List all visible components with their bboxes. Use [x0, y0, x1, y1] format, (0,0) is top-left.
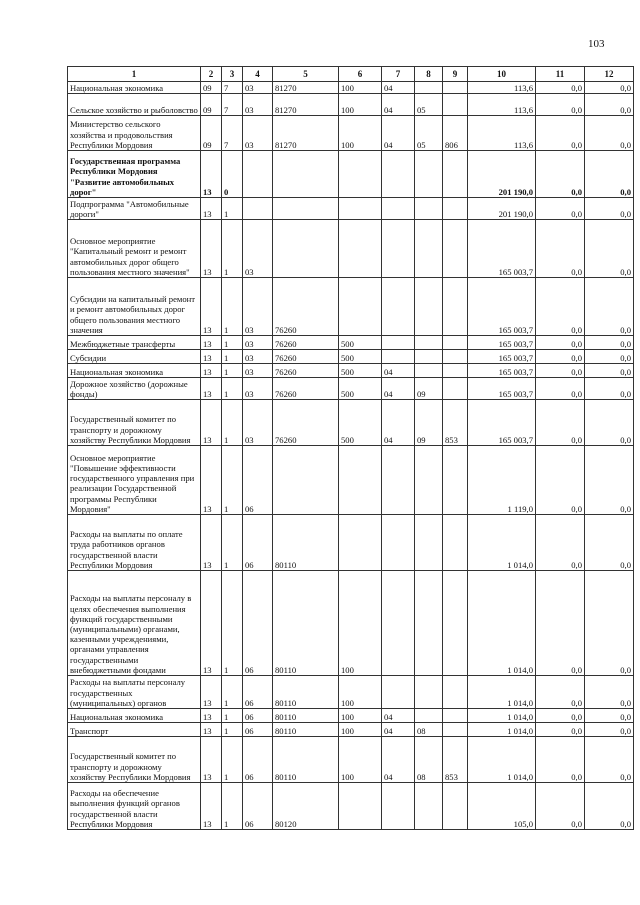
row-name-cell: Национальная экономика	[68, 82, 201, 94]
table-cell: 06	[243, 709, 273, 723]
table-cell: 1	[222, 571, 243, 676]
table-cell: 1	[222, 676, 243, 709]
table-row	[68, 82, 634, 94]
table-cell	[415, 571, 443, 676]
table-cell: 100	[339, 737, 382, 783]
table-cell	[382, 350, 415, 364]
table-cell: 100	[339, 709, 382, 723]
table-cell	[443, 676, 468, 709]
table-cell: 13	[201, 336, 222, 350]
header-cell: 3	[222, 67, 243, 82]
table-cell: 80110	[273, 515, 339, 571]
table-cell: 05	[415, 94, 443, 116]
row-name-cell: Основное мероприятие "Капитальный ремонт и ремонт автомобильных дорог общего пользования местного значения"	[68, 220, 201, 278]
table-cell: 0,0	[536, 336, 585, 350]
table-cell: 04	[382, 709, 415, 723]
table-cell: 500	[339, 378, 382, 400]
row-name-cell: Национальная экономика	[68, 364, 201, 378]
table-cell: 06	[243, 515, 273, 571]
table-cell: 1 014,0	[468, 737, 536, 783]
table-cell: 04	[382, 116, 415, 151]
table-cell	[273, 198, 339, 220]
table-cell: 0,0	[585, 198, 634, 220]
header-cell: 7	[382, 67, 415, 82]
table-cell: 165 003,7	[468, 364, 536, 378]
table-cell	[415, 676, 443, 709]
table-cell: 81270	[273, 116, 339, 151]
table-cell	[443, 378, 468, 400]
table-row	[68, 783, 634, 830]
row-name-cell: Министерство сельского хозяйства и продовольствия Республики Мордовия	[68, 116, 201, 151]
table-cell: 100	[339, 676, 382, 709]
table-cell: 13	[201, 571, 222, 676]
table-cell: 0,0	[585, 220, 634, 278]
table-cell: 500	[339, 350, 382, 364]
table-cell: 13	[201, 400, 222, 446]
table-cell: 7	[222, 82, 243, 94]
table-cell: 13	[201, 198, 222, 220]
table-cell	[273, 220, 339, 278]
table-cell: 500	[339, 336, 382, 350]
table-cell: 0	[222, 151, 243, 198]
table-cell: 1	[222, 278, 243, 336]
table-cell: 04	[382, 723, 415, 737]
table-cell: 06	[243, 446, 273, 515]
table-cell: 201 190,0	[468, 198, 536, 220]
table-cell: 500	[339, 400, 382, 446]
table-cell: 100	[339, 116, 382, 151]
table-cell: 0,0	[536, 350, 585, 364]
table-cell: 1	[222, 198, 243, 220]
table-cell: 105,0	[468, 783, 536, 830]
table-cell	[382, 220, 415, 278]
row-name-cell: Основное мероприятие "Повышение эффективности государственного управления при реализации Государственной программы Республики Мордовия"	[68, 446, 201, 515]
table-row	[68, 94, 634, 116]
header-cell: 1	[68, 67, 201, 82]
table-cell	[443, 198, 468, 220]
table-cell: 1	[222, 723, 243, 737]
table-cell: 0,0	[585, 783, 634, 830]
table-cell: 0,0	[536, 515, 585, 571]
row-name-cell: Подпрограмма "Автомобильные дороги"	[68, 198, 201, 220]
table-cell: 0,0	[585, 723, 634, 737]
table-cell	[443, 783, 468, 830]
table-cell: 1	[222, 364, 243, 378]
table-cell: 113,6	[468, 116, 536, 151]
table-cell: 1 119,0	[468, 446, 536, 515]
table-cell: 165 003,7	[468, 378, 536, 400]
table-cell: 13	[201, 783, 222, 830]
table-cell: 1	[222, 350, 243, 364]
table-cell: 03	[243, 116, 273, 151]
header-cell: 10	[468, 67, 536, 82]
table-cell	[443, 151, 468, 198]
table-row	[68, 278, 634, 336]
table-cell	[382, 515, 415, 571]
header-row	[68, 67, 634, 82]
table-row	[68, 709, 634, 723]
table-cell	[382, 278, 415, 336]
table-cell: 1 014,0	[468, 709, 536, 723]
table-cell: 0,0	[585, 350, 634, 364]
table-cell: 13	[201, 446, 222, 515]
table-cell: 06	[243, 571, 273, 676]
table-cell	[443, 220, 468, 278]
table-cell: 165 003,7	[468, 220, 536, 278]
table-cell	[243, 198, 273, 220]
table-cell: 201 190,0	[468, 151, 536, 198]
row-name-cell: Дорожное хозяйство (дорожные фонды)	[68, 378, 201, 400]
table-cell	[339, 151, 382, 198]
table-cell	[339, 446, 382, 515]
table-cell: 03	[243, 364, 273, 378]
table-cell: 0,0	[536, 723, 585, 737]
row-name-cell: Субсидии на капитальный ремонт и ремонт автомобильных дорог общего пользования местного значения	[68, 278, 201, 336]
table-cell	[339, 515, 382, 571]
table-cell: 1 014,0	[468, 676, 536, 709]
table-cell: 7	[222, 116, 243, 151]
table-cell: 0,0	[536, 278, 585, 336]
table-cell: 0,0	[536, 116, 585, 151]
table-cell	[415, 198, 443, 220]
table-cell: 0,0	[585, 515, 634, 571]
table-cell: 04	[382, 364, 415, 378]
table-cell: 1	[222, 446, 243, 515]
table-cell: 03	[243, 336, 273, 350]
table-row	[68, 220, 634, 278]
table-cell	[339, 198, 382, 220]
header-cell: 11	[536, 67, 585, 82]
table-cell: 113,6	[468, 94, 536, 116]
table-cell: 0,0	[536, 737, 585, 783]
table-cell: 1 014,0	[468, 571, 536, 676]
table-cell: 7	[222, 94, 243, 116]
table-row	[68, 446, 634, 515]
table-cell: 81270	[273, 94, 339, 116]
table-row	[68, 116, 634, 151]
table-cell: 06	[243, 737, 273, 783]
table-cell: 853	[443, 400, 468, 446]
budget-table	[67, 66, 634, 830]
table-cell: 08	[415, 723, 443, 737]
table-row	[68, 737, 634, 783]
table-row	[68, 151, 634, 198]
table-cell: 1	[222, 400, 243, 446]
header-cell: 12	[585, 67, 634, 82]
table-cell	[443, 364, 468, 378]
table-cell: 0,0	[585, 400, 634, 446]
table-cell: 0,0	[536, 571, 585, 676]
table-cell: 05	[415, 116, 443, 151]
table-cell: 13	[201, 723, 222, 737]
table-row	[68, 350, 634, 364]
table-cell: 81270	[273, 82, 339, 94]
table-cell: 0,0	[585, 676, 634, 709]
table-cell: 76260	[273, 336, 339, 350]
table-cell: 03	[243, 94, 273, 116]
table-cell: 100	[339, 82, 382, 94]
table-cell: 0,0	[585, 94, 634, 116]
table-cell: 0,0	[585, 571, 634, 676]
table-cell: 0,0	[585, 446, 634, 515]
table-cell: 0,0	[585, 278, 634, 336]
table-cell: 0,0	[536, 364, 585, 378]
table-cell: 03	[243, 350, 273, 364]
row-name-cell: Государственная программа Республики Мордовия "Развитие автомобильных дорог"	[68, 151, 201, 198]
table-cell: 13	[201, 364, 222, 378]
table-cell: 0,0	[585, 709, 634, 723]
table-cell: 03	[243, 400, 273, 446]
table-cell: 13	[201, 220, 222, 278]
header-cell: 2	[201, 67, 222, 82]
table-cell: 0,0	[585, 378, 634, 400]
row-name-cell: Расходы на выплаты персоналу в целях обеспечения выполнения функций государственными (муниципальными) органами, казенными учреждениями, органами управления государственными внебюджетными фондами	[68, 571, 201, 676]
table-row	[68, 676, 634, 709]
table-cell: 03	[243, 220, 273, 278]
table-cell: 04	[382, 94, 415, 116]
row-name-cell: Транспорт	[68, 723, 201, 737]
table-cell: 1	[222, 220, 243, 278]
table-cell	[339, 220, 382, 278]
table-cell	[443, 82, 468, 94]
table-cell: 04	[382, 737, 415, 783]
table-cell	[415, 364, 443, 378]
table-cell: 0,0	[585, 82, 634, 94]
table-cell: 04	[382, 400, 415, 446]
table-cell: 76260	[273, 278, 339, 336]
table-cell: 0,0	[536, 198, 585, 220]
table-cell	[382, 446, 415, 515]
table-cell	[415, 336, 443, 350]
table-row	[68, 198, 634, 220]
table-cell: 06	[243, 723, 273, 737]
table-cell: 13	[201, 151, 222, 198]
table-cell	[415, 350, 443, 364]
table-cell: 1 014,0	[468, 515, 536, 571]
table-cell: 1	[222, 709, 243, 723]
table-cell: 500	[339, 364, 382, 378]
table-row	[68, 364, 634, 378]
table-cell: 09	[201, 82, 222, 94]
table-cell: 76260	[273, 364, 339, 378]
table-cell	[443, 709, 468, 723]
table-cell: 165 003,7	[468, 350, 536, 364]
header-cell: 8	[415, 67, 443, 82]
table-cell	[443, 336, 468, 350]
table-cell	[415, 515, 443, 571]
table-cell	[415, 278, 443, 336]
table-cell: 853	[443, 737, 468, 783]
table-cell	[415, 783, 443, 830]
table-cell: 76260	[273, 400, 339, 446]
row-name-cell: Сельское хозяйство и рыболовство	[68, 94, 201, 116]
table-cell: 80110	[273, 571, 339, 676]
table-cell	[443, 446, 468, 515]
table-cell	[415, 220, 443, 278]
table-cell	[273, 151, 339, 198]
table-row	[68, 378, 634, 400]
table-cell	[382, 783, 415, 830]
table-cell: 80110	[273, 709, 339, 723]
table-cell	[243, 151, 273, 198]
table-cell	[415, 82, 443, 94]
table-cell	[339, 278, 382, 336]
table-cell: 0,0	[536, 82, 585, 94]
table-cell: 0,0	[536, 783, 585, 830]
table-cell: 04	[382, 82, 415, 94]
table-cell: 80110	[273, 723, 339, 737]
table-cell: 13	[201, 278, 222, 336]
table-cell: 08	[415, 737, 443, 783]
table-cell: 0,0	[536, 94, 585, 116]
table-cell: 13	[201, 515, 222, 571]
table-cell: 0,0	[536, 220, 585, 278]
header-cell: 5	[273, 67, 339, 82]
table-cell: 09	[201, 94, 222, 116]
table-cell: 0,0	[536, 400, 585, 446]
table-cell: 1	[222, 336, 243, 350]
table-cell: 09	[415, 400, 443, 446]
table-cell: 113,6	[468, 82, 536, 94]
header-cell: 6	[339, 67, 382, 82]
table-cell: 0,0	[536, 378, 585, 400]
table-cell	[443, 278, 468, 336]
table-cell: 13	[201, 350, 222, 364]
table-cell: 0,0	[585, 737, 634, 783]
table-cell: 0,0	[536, 151, 585, 198]
table-cell: 13	[201, 378, 222, 400]
table-cell: 76260	[273, 378, 339, 400]
row-name-cell: Расходы на обеспечение выполнения функций органов государственной власти Республики Мордовия	[68, 783, 201, 830]
table-cell	[415, 446, 443, 515]
table-cell: 0,0	[536, 709, 585, 723]
table-cell: 165 003,7	[468, 278, 536, 336]
table-cell: 80110	[273, 676, 339, 709]
table-cell: 06	[243, 783, 273, 830]
table-cell	[273, 446, 339, 515]
table-cell: 1	[222, 737, 243, 783]
table-cell: 0,0	[585, 151, 634, 198]
table-cell: 100	[339, 571, 382, 676]
table-cell	[382, 151, 415, 198]
table-cell: 0,0	[585, 336, 634, 350]
table-cell	[382, 571, 415, 676]
table-cell: 80120	[273, 783, 339, 830]
table-cell: 0,0	[536, 446, 585, 515]
row-name-cell: Расходы на выплаты персоналу государственных (муниципальных) органов	[68, 676, 201, 709]
table-cell: 03	[243, 378, 273, 400]
table-row	[68, 571, 634, 676]
table-cell: 09	[415, 378, 443, 400]
table-cell: 13	[201, 737, 222, 783]
table-row	[68, 400, 634, 446]
table-cell: 76260	[273, 350, 339, 364]
table-cell: 1	[222, 378, 243, 400]
table-row	[68, 336, 634, 350]
table-cell	[443, 350, 468, 364]
header-cell: 4	[243, 67, 273, 82]
table-cell: 165 003,7	[468, 400, 536, 446]
table-cell: 03	[243, 82, 273, 94]
table-cell	[415, 709, 443, 723]
row-name-cell: Субсидии	[68, 350, 201, 364]
table-cell: 03	[243, 278, 273, 336]
table-cell	[443, 515, 468, 571]
table-cell	[382, 336, 415, 350]
table-cell	[339, 783, 382, 830]
table-cell: 165 003,7	[468, 336, 536, 350]
table-cell: 80110	[273, 737, 339, 783]
table-cell	[443, 94, 468, 116]
table-cell: 0,0	[536, 676, 585, 709]
table-row	[68, 515, 634, 571]
row-name-cell: Межбюджетные трансферты	[68, 336, 201, 350]
row-name-cell: Национальная экономика	[68, 709, 201, 723]
row-name-cell: Государственный комитет по транспорту и дорожному хозяйству Республики Мордовия	[68, 400, 201, 446]
table-cell: 1	[222, 783, 243, 830]
header-cell: 9	[443, 67, 468, 82]
table-body	[68, 82, 634, 830]
table-cell: 100	[339, 94, 382, 116]
table-cell: 1 014,0	[468, 723, 536, 737]
row-name-cell: Расходы на выплаты по оплате труда работников органов государственной власти Республики Мордовия	[68, 515, 201, 571]
table-cell: 0,0	[585, 364, 634, 378]
table-cell: 06	[243, 676, 273, 709]
table-cell: 13	[201, 709, 222, 723]
table-cell: 0,0	[585, 116, 634, 151]
table-cell: 09	[201, 116, 222, 151]
table-cell	[443, 571, 468, 676]
row-name-cell: Государственный комитет по транспорту и дорожному хозяйству Республики Мордовия	[68, 737, 201, 783]
table-cell	[415, 151, 443, 198]
page-number: 103	[588, 38, 605, 50]
table-cell: 100	[339, 723, 382, 737]
table-cell: 04	[382, 378, 415, 400]
table-cell: 13	[201, 676, 222, 709]
table-cell	[382, 198, 415, 220]
table-cell	[382, 676, 415, 709]
table-cell	[443, 723, 468, 737]
table-cell: 806	[443, 116, 468, 151]
table-row	[68, 723, 634, 737]
table-cell: 1	[222, 515, 243, 571]
